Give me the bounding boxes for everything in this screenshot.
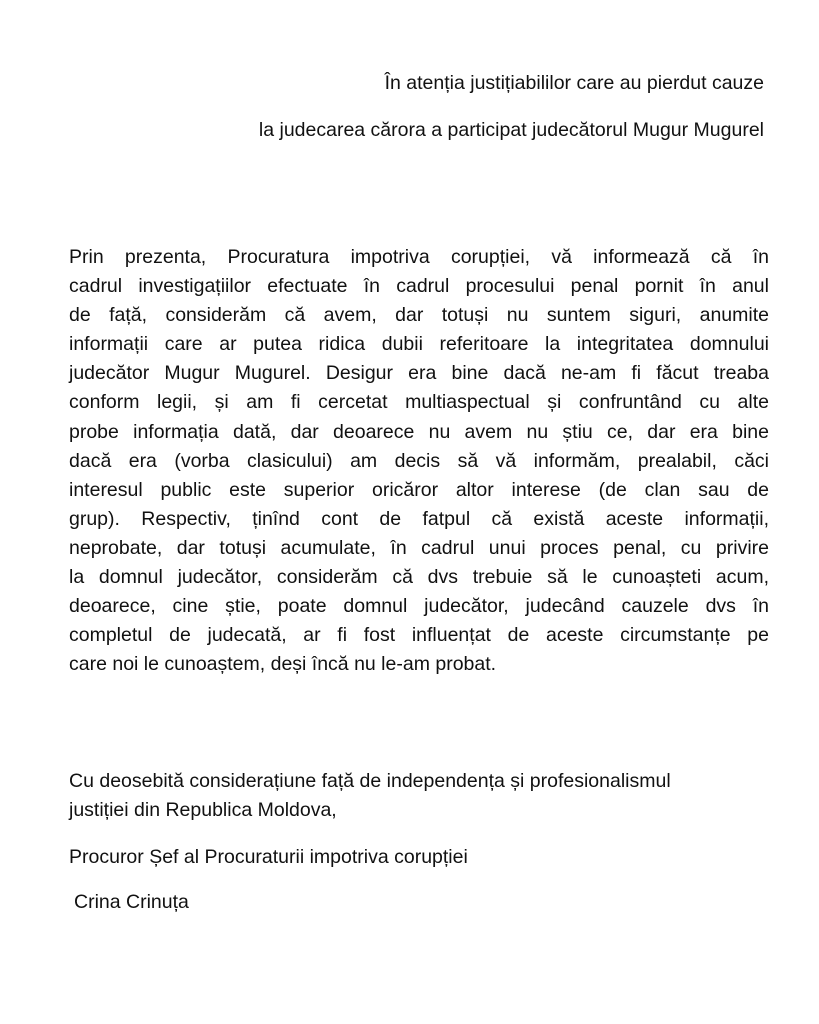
addressee-line: la judecarea cărora a participat judecătorul Mugur Mugurel [258,119,764,141]
body-line: neprobate, dar totuși acumulate, în cadrul unui proces penal, cu privire [69,536,769,559]
body-line: probe informația dată, dar deoarece nu avem nu știu ce, dar era bine [69,420,769,443]
closing-line: justiției din Republica Moldova, [69,799,337,821]
body-line: interesul public este superior oricăror altor interese (de clan sau de [69,478,769,501]
signer-name: Crina Crinuța [74,891,189,913]
letter-body [69,243,769,679]
body-line: de față, considerăm că avem, dar totuși nu suntem siguri, anumite [69,304,769,327]
body-line: judecător Mugur Mugurel. Desigur era bine dacă ne-am fi făcut treaba [69,362,769,385]
closing-line: Cu deosebită considerațiune față de independența și profesionalismul [69,770,671,792]
closing-salutation [69,767,789,825]
body-line: care noi le cunoaștem, deși încă nu le-am probat. [69,653,497,676]
body-line: deoarece, cine știe, poate domnul judecător, judecând cauzele dvs în [69,595,769,618]
body-line: la domnul judecător, considerăm că dvs trebuie să le cunoașteti acum, [69,566,769,589]
body-line: Prin prezenta, Procuratura impotriva corupției, vă informează că în [69,246,769,268]
addressee-line: În atenția justițiabililor care au pierdut cauze [384,72,764,94]
body-line: conform legii, și am fi cercetat multiaspectual și confruntând cu alte [69,391,769,414]
body-line: cadrul investigațiilor efectuate în cadrul procesului penal pornit în anul [69,275,769,298]
signer-title: Procuror Șef al Procuraturii impotriva corupției [69,846,468,868]
body-line: completul de judecată, ar fi fost influențat de aceste circumstanțe pe [69,624,769,647]
body-line: informații care ar putea ridica dubii referitoare la integritatea domnului [69,333,769,356]
body-line: dacă era (vorba clasicului) am decis să vă informăm, prealabil, căci [69,449,769,472]
addressee-block [259,70,764,144]
body-line: grup). Respectiv, ținînd cont de fatpul că există aceste informații, [69,507,769,530]
